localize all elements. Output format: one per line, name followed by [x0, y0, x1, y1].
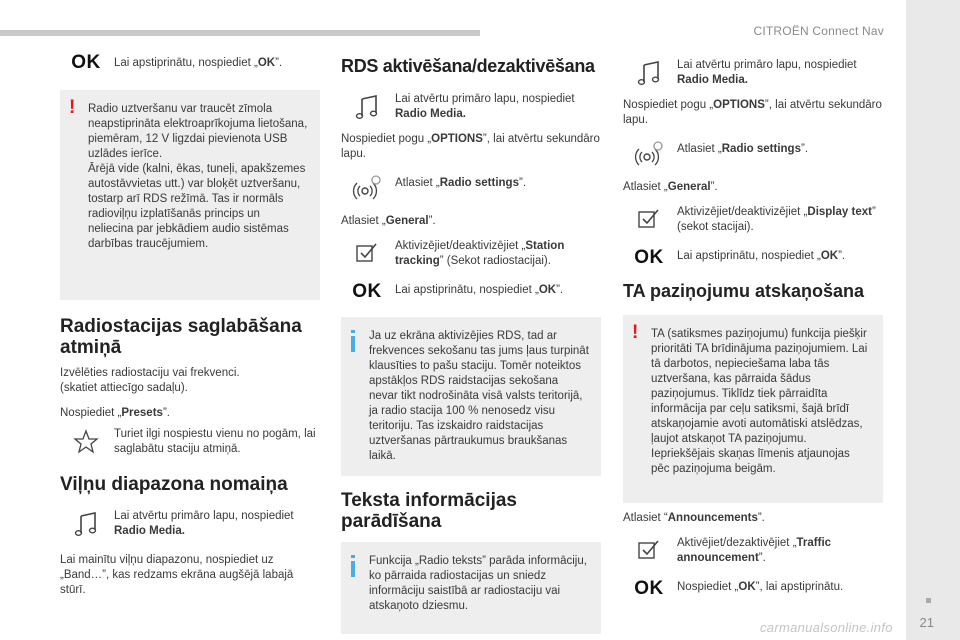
- info-bar-body: [351, 561, 355, 577]
- heading-presets: Radiostacijas saglabāšana atmiņā: [60, 316, 302, 358]
- band-text: Lai mainītu viļņu diapazonu, nospiediet uz „Band…”, kas redzams ekrāna augšējā labajā stūrī.: [60, 554, 294, 596]
- announcements-text: Atlasiet “Announcements”.: [623, 512, 765, 524]
- heading-band: Viļņu diapazona nomaiņa: [60, 474, 288, 495]
- column-3: [623, 50, 883, 610]
- options-text: Nospiediet pogu „OPTIONS”, lai atvērtu sekundāro lapu.: [623, 99, 882, 126]
- warning-box: [60, 90, 320, 300]
- ok-icon: OK: [71, 52, 101, 73]
- checkbox-step-text: Aktivizējiet/deaktivizējiet „Display text” (sekot stacijai).: [677, 206, 876, 233]
- choose-text: Izvēlēties radiostaciju vai frekvenci. (skatiet attiecīgo sadaļu).: [60, 367, 240, 394]
- settings-step-text: Atlasiet „Radio settings”.: [395, 177, 527, 189]
- ok-step: [60, 50, 320, 74]
- info-box-rds: [341, 317, 601, 476]
- column-1: [60, 50, 320, 608]
- header-title: CITROËN Connect Nav: [753, 24, 884, 38]
- ok-step-ta-text: Nospiediet „OK”, lai apstiprinātu.: [677, 581, 844, 593]
- settings-step-text: Atlasiet „Radio settings”.: [677, 143, 809, 155]
- checkbox-icon: [623, 205, 675, 229]
- ok-icon: OK: [634, 247, 664, 268]
- music-step: [341, 92, 601, 122]
- music-step: [623, 58, 883, 88]
- exclamation-icon: !: [69, 97, 76, 118]
- exclamation-icon: !: [632, 322, 639, 343]
- music-step-text: Lai atvērtu primāro lapu, nospiediet Radio Media.: [395, 93, 575, 120]
- music-note-icon: [341, 92, 393, 120]
- square-bullet-icon: [926, 598, 931, 603]
- info-box-text: [341, 542, 601, 634]
- checkbox-icon: [623, 536, 675, 560]
- watermark: carmanualsonline.info: [760, 620, 893, 635]
- heading-text-info: Teksta informācijas parādīšana: [341, 490, 518, 532]
- star-step-text: Turiet ilgi nospiestu vienu no pogām, lai saglabātu staciju atmiņā.: [114, 428, 316, 455]
- checkbox-step-text: Aktivizējiet/deaktivizējiet „Station tracking” (Sekot radiostacijai).: [395, 240, 565, 267]
- music-step-text: Lai atvērtu primāro lapu, nospiediet Radio Media.: [114, 510, 294, 537]
- music-step-text: Lai atvērtu primāro lapu, nospiediet Radio Media.: [677, 59, 857, 86]
- warning-box-ta: [623, 315, 883, 503]
- presets-text: Nospiediet „Presets”.: [60, 407, 170, 419]
- page-number: 21: [919, 615, 934, 630]
- heading-ta: TA paziņojumu atskaņošana: [623, 281, 865, 301]
- heading-rds: RDS aktivēšana/dezaktivēšana: [341, 56, 595, 76]
- ok-step-text: Lai apstiprinātu, nospiediet „OK”.: [114, 57, 283, 69]
- ok-step-text: Lai apstiprinātu, nospiediet „OK”.: [677, 250, 846, 262]
- checkbox-step-ta-text: Aktivējiet/dezaktivējiet „Traffic announcement”.: [677, 537, 832, 564]
- options-text: Nospiediet pogu „OPTIONS”, lai atvērtu sekundāro lapu.: [341, 133, 600, 160]
- ok-icon: OK: [634, 578, 664, 599]
- checkbox-step: [341, 239, 601, 269]
- music-step: [60, 509, 320, 539]
- music-note-icon: [623, 58, 675, 86]
- info-text-radio-text: Funkcija „Radio teksts” parāda informāciju, ko pārraida radiostacijas un sniedz informāciju saistībā ar radiostaciju vai atskaņoto dziesmu.: [369, 555, 587, 612]
- info-bar-icon: [351, 555, 355, 558]
- star-step: [60, 427, 320, 457]
- music-note-icon: [60, 509, 112, 537]
- side-strip: [906, 0, 960, 640]
- ok-step: [623, 245, 883, 269]
- checkbox-icon: [341, 239, 393, 263]
- header-rule: [0, 30, 480, 36]
- general-text: Atlasiet „General”.: [623, 181, 718, 193]
- warning-text: Radio uztveršanu var traucēt zīmola neapstiprināta elektroaprīkojuma lietošana, piemēram, 12 V ligzdai pievienota USB uzlādes ierīce. Ārējā vide (kalni, ēkas, tuneļi, apakšzemes autostāvvietas utt.) var bloķēt uztveršanu, tostarp arī RDS režīmā. Tas ir normāls radioviļņu izplatīšanās princips un neliecina par jebkādiem audio sistēmas darbības traucējumiem.: [88, 103, 308, 250]
- ok-step-ta: [623, 576, 883, 600]
- general-text: Atlasiet „General”.: [341, 215, 436, 227]
- checkbox-step: [623, 205, 883, 235]
- radio-settings-icon: [341, 172, 393, 204]
- star-icon: [60, 427, 112, 455]
- checkbox-step-ta: [623, 536, 883, 566]
- radio-settings-icon: [623, 138, 675, 170]
- info-text-rds: Ja uz ekrāna aktivizējies RDS, tad ar frekvences sekošanu tas jums ļaus turpināt klausīties to pašu staciju. Tomēr noteiktos apstākļos RDS raidstacijas sekošana nevar tikt nodrošināta visā valsts teritorijā, ja radio stacija 100 % nenosedz visu teritoriju. Tas izskaidro raidstacijas uztveršanas pārtraukumus braukšanas laikā.: [369, 330, 589, 462]
- settings-step: [623, 138, 883, 170]
- settings-step: [341, 172, 601, 204]
- warning-text-ta: TA (satiksmes paziņojumu) funkcija piešķir prioritāti TA brīdinājuma paziņojumiem. Lai tā darbotos, nepieciešama laba tās uztveršana, kas pārraida šādus paziņojumus. Tiklīdz tiek pārraidīta informācija par ceļu satiksmi, šajā brīdī atskaņojamie avoti automātiski atslēdzas, ļaujot atskaņot TA paziņojumu. Iepriekšējais skaņas līmenis atjaunojas pēc paziņojuma beigām.: [651, 328, 868, 475]
- ok-step: [341, 279, 601, 303]
- ok-icon: OK: [352, 281, 382, 302]
- ok-step-text: Lai apstiprinātu, nospiediet „OK”.: [395, 284, 564, 296]
- column-2: [341, 50, 601, 634]
- info-bar-body: [351, 336, 355, 352]
- info-bar-icon: [351, 330, 355, 333]
